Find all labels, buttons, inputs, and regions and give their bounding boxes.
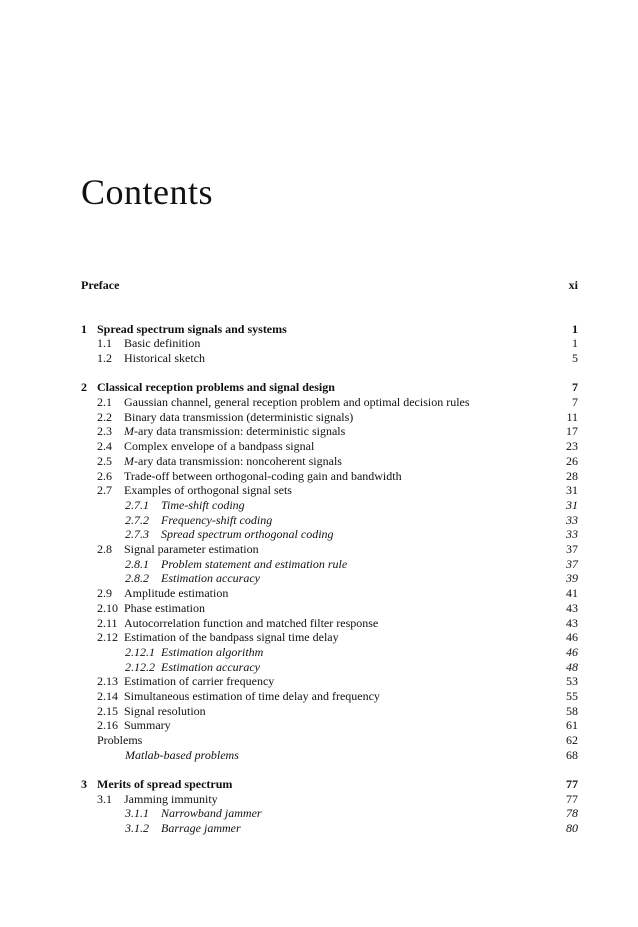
- toc-entry-number: 2.10: [97, 600, 118, 615]
- toc-entry-title-text: -ary data transmission: noncoherent signals: [134, 453, 342, 468]
- toc-entry-page: 77: [566, 777, 578, 791]
- toc-entry-chapter[interactable]: [81, 322, 578, 337]
- toc-entry-number: 2.8.2: [125, 571, 149, 586]
- toc-entry-title: Phase estimation: [124, 600, 205, 615]
- toc-entry-page: 37: [566, 556, 578, 571]
- toc-entry-page: 1: [572, 321, 578, 336]
- toc-entry-number: 2.16: [97, 718, 118, 733]
- toc-entry-title: Summary: [124, 718, 171, 733]
- toc-entry-number: 2.6: [97, 468, 112, 483]
- toc-entry-title: Estimation algorithm: [161, 644, 264, 659]
- toc-entry-page: 55: [566, 689, 578, 703]
- toc-entry-page: 61: [566, 718, 578, 733]
- toc-entry-page: 7: [572, 380, 578, 395]
- toc-entry-subsection[interactable]: [81, 660, 578, 675]
- toc-entry-title: Classical reception problems and signal design: [97, 380, 335, 395]
- toc-entry-section[interactable]: [81, 718, 578, 733]
- toc-entry-page: 31: [566, 497, 578, 512]
- toc-entry-section[interactable]: [81, 395, 578, 410]
- toc-entry-subsection[interactable]: [81, 498, 578, 513]
- toc-entry-page: 37: [566, 542, 578, 556]
- toc-entry-title: Simultaneous estimation of time delay and frequency: [124, 689, 380, 703]
- toc-entry-subsection[interactable]: [81, 513, 578, 528]
- toc-entry-section[interactable]: [81, 704, 578, 719]
- toc-entry-number: 3.1.2: [125, 821, 149, 836]
- toc-entry-title: Spread spectrum signals and systems: [97, 321, 287, 336]
- toc-entry-title: Estimation accuracy: [161, 659, 260, 674]
- toc-entry-title: Preface: [81, 278, 120, 292]
- toc-entry-page: 11: [566, 409, 578, 424]
- toc-entry-section[interactable]: [81, 483, 578, 498]
- toc-entry-page: 53: [566, 674, 578, 689]
- toc-entry-title: Binary data transmission (deterministic signals): [124, 409, 354, 424]
- toc-entry-title: Basic definition: [124, 336, 201, 351]
- toc-entry-page: 31: [566, 483, 578, 498]
- toc-entry-section[interactable]: [81, 542, 578, 557]
- toc-entry-page: 58: [566, 703, 578, 718]
- toc-entry-page: 26: [566, 453, 578, 468]
- toc-entry-number: 2.15: [97, 703, 118, 718]
- toc-entry-section[interactable]: [81, 601, 578, 616]
- toc-entry-subsection[interactable]: [81, 821, 578, 836]
- toc-entry-number: 2.11: [97, 615, 118, 630]
- toc-entry-title: Amplitude estimation: [124, 586, 229, 601]
- toc-entry-title-math: M: [124, 424, 134, 439]
- toc-entry-title: Frequency-shift coding: [161, 512, 273, 527]
- toc-entry-page: 41: [566, 586, 578, 601]
- toc-entry-subsection[interactable]: [81, 557, 578, 572]
- toc-entry-number: 1: [81, 321, 87, 336]
- toc-entry-number: 2.7: [97, 483, 112, 498]
- toc-entry-title: Complex envelope of a bandpass signal: [124, 439, 315, 454]
- toc-entry-preface[interactable]: [81, 278, 578, 293]
- toc-entry-title: Estimation accuracy: [161, 571, 260, 586]
- toc-entry-chapter[interactable]: [81, 777, 578, 792]
- toc-entry-page: 48: [566, 659, 578, 674]
- toc-entry-title: Spread spectrum orthogonal coding: [161, 527, 334, 542]
- toc-entry-number: 2.4: [97, 439, 112, 454]
- toc-entry-title: [124, 454, 342, 469]
- toc-entry-page: 5: [572, 351, 578, 366]
- toc-entry-title: Jamming immunity: [124, 791, 218, 806]
- toc-entry-section[interactable]: [81, 689, 578, 704]
- toc-entry-page: 46: [566, 630, 578, 645]
- toc-entry-title: Time-shift coding: [161, 497, 245, 512]
- toc-entry-number: 2.14: [97, 689, 118, 703]
- toc-entry-section[interactable]: [81, 630, 578, 645]
- toc-entry-page: xi: [568, 278, 578, 292]
- toc-entry-title: Problem statement and estimation rule: [161, 556, 348, 571]
- toc-entry-page: 78: [566, 806, 578, 821]
- toc-entry-section[interactable]: [81, 616, 578, 631]
- toc-entry-subsection[interactable]: [81, 806, 578, 821]
- toc-entry-title: Barrage jammer: [161, 821, 241, 836]
- toc-entry-number: 2.9: [97, 586, 112, 601]
- toc-entry-number: 1.2: [97, 351, 112, 366]
- toc-entry-number: 2.5: [97, 453, 112, 468]
- toc-entry-page: 7: [572, 395, 578, 409]
- toc-entry-number: 2.12.1: [125, 644, 155, 659]
- toc-entry-section[interactable]: [81, 336, 578, 351]
- toc-entry-page: 17: [566, 424, 578, 439]
- toc-entry-page: 43: [566, 600, 578, 615]
- toc-entry-number: 2.12.2: [125, 659, 155, 674]
- toc-entry-page: 1: [572, 336, 578, 351]
- toc-entry-title: Problems: [97, 733, 143, 748]
- toc-entry-title: Signal resolution: [124, 703, 206, 718]
- toc-entry-title: Estimation of carrier frequency: [124, 674, 275, 689]
- toc-entry-number: 2.3: [97, 424, 112, 439]
- toc-entry-subsection[interactable]: [81, 527, 578, 542]
- toc-entry-number: 2.7.2: [125, 512, 149, 527]
- toc-entry-section[interactable]: [81, 424, 578, 439]
- toc-entry-title: Trade-off between orthogonal-coding gain and bandwidth: [124, 468, 402, 483]
- toc-entry-section[interactable]: [81, 674, 578, 689]
- toc-entry-subsection[interactable]: [81, 645, 578, 660]
- toc-entry-title-math: M: [124, 453, 134, 468]
- toc-entry-page: 80: [566, 821, 578, 836]
- toc-entry-number: 2: [81, 380, 87, 395]
- toc-entry-page: 46: [566, 644, 578, 659]
- toc-entry-page: 33: [566, 512, 578, 527]
- toc-entry-section[interactable]: [81, 586, 578, 601]
- toc-entry-page: 62: [566, 733, 578, 748]
- toc-entry-number: 2.13: [97, 674, 118, 689]
- toc-entry-title: Examples of orthogonal signal sets: [124, 483, 292, 498]
- page-title: Contents: [81, 172, 214, 212]
- toc-entry-section[interactable]: [81, 454, 578, 469]
- toc-entry-number: 3.1.1: [125, 806, 149, 821]
- toc-entry-title-text: -ary data transmission: deterministic signals: [134, 424, 346, 439]
- toc-entry-page: 33: [566, 527, 578, 542]
- toc-entry-title: Historical sketch: [124, 351, 205, 366]
- toc-entry-title: Autocorrelation function and matched filter response: [124, 615, 379, 630]
- toc-entry-page: 23: [566, 439, 578, 454]
- toc-entry-number: 2.8.1: [125, 556, 149, 571]
- toc-entry-number: 1.1: [97, 336, 112, 351]
- toc-entry-title: Estimation of the bandpass signal time delay: [124, 630, 339, 645]
- toc-entry-section[interactable]: [81, 792, 578, 807]
- toc-entry-page: 43: [566, 615, 578, 630]
- toc-entry-title: Matlab-based problems: [125, 747, 239, 762]
- toc-entry-chapter[interactable]: [81, 380, 578, 395]
- toc-entry-number: 2.2: [97, 409, 112, 424]
- toc-entry-title: [124, 424, 345, 439]
- toc-entry-section[interactable]: [81, 410, 578, 425]
- toc-entry-subplain[interactable]: [81, 748, 578, 763]
- toc-entry-number: 3: [81, 777, 87, 791]
- toc-entry-number: 2.7.1: [125, 497, 149, 512]
- toc-entry-page: 68: [566, 747, 578, 762]
- toc-entry-section[interactable]: [81, 439, 578, 454]
- toc-entry-problems[interactable]: [81, 733, 578, 748]
- toc-entry-section[interactable]: [81, 469, 578, 484]
- toc-entry-title: Gaussian channel, general reception problem and optimal decision rules: [124, 395, 470, 409]
- toc-entry-subsection[interactable]: [81, 571, 578, 586]
- toc-entry-number: 3.1: [97, 791, 112, 806]
- toc-entry-page: 77: [566, 791, 578, 806]
- toc-entry-number: 2.1: [97, 395, 112, 409]
- toc-entry-number: 2.7.3: [125, 527, 149, 542]
- toc-entry-page: 28: [566, 468, 578, 483]
- toc-entry-title: Merits of spread spectrum: [97, 777, 233, 791]
- toc-entry-title: Signal parameter estimation: [124, 542, 259, 556]
- toc-entry-section[interactable]: [81, 351, 578, 366]
- toc-entry-title: Narrowband jammer: [161, 806, 262, 821]
- toc-entry-number: 2.8: [97, 542, 112, 556]
- toc-entry-page: 39: [566, 571, 578, 586]
- toc-entry-number: 2.12: [97, 630, 118, 645]
